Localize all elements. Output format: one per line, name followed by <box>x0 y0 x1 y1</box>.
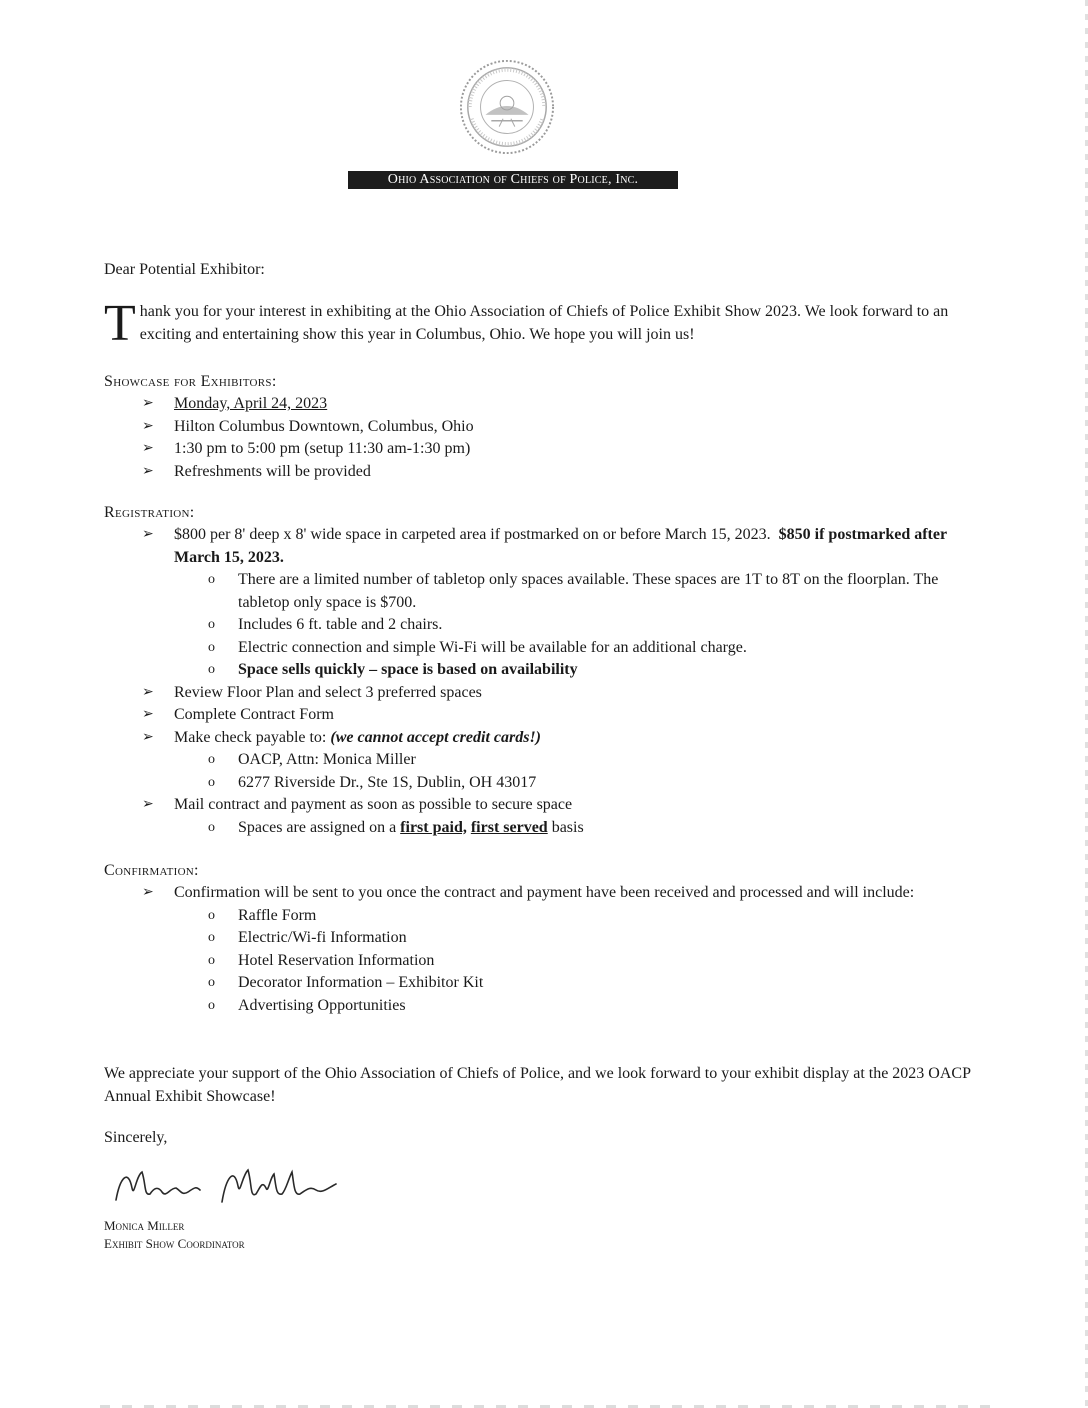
signer-title: Exhibit Show Coordinator <box>104 1236 245 1251</box>
list-item <box>104 659 990 682</box>
price-late: $850 if postmarked after March 15, 2023. <box>174 526 947 566</box>
showcase-list <box>104 393 990 483</box>
price-text: $800 per 8' deep x 8' wide space in carpeted area if postmarked on or before March 15, 2023. <box>174 526 771 543</box>
circle-bullet-icon: o <box>208 617 215 632</box>
arrow-bullet-icon: ➢ <box>142 684 154 700</box>
confirmation-heading: Confirmation: <box>104 862 199 879</box>
arrow-bullet-icon: ➢ <box>142 729 154 745</box>
list-item <box>104 637 990 660</box>
electric-wifi-info: Electric/Wi-fi Information <box>238 929 407 946</box>
arrow-bullet-icon: ➢ <box>142 441 154 456</box>
intro-paragraph <box>104 295 990 352</box>
closing-paragraph: We appreciate your support of the Ohio Association of Chiefs of Police, and we look forward to your exhibit display at the 2023 OACP Annual Exhibit Showcase! <box>104 1065 971 1105</box>
list-item <box>104 524 990 682</box>
arrow-bullet-icon: ➢ <box>142 527 154 542</box>
list-item <box>104 569 990 614</box>
sincerely: Sincerely, <box>104 1129 168 1146</box>
circle-bullet-icon: o <box>208 997 215 1013</box>
arrow-bullet-icon: ➢ <box>142 396 154 411</box>
arrow-bullet-icon: ➢ <box>142 707 154 722</box>
payee: OACP, Attn: Monica Miller <box>238 751 416 768</box>
arrow-bullet-icon: ➢ <box>142 463 154 479</box>
contract-form: Complete Contract Form <box>174 706 334 723</box>
decorator-info: Decorator Information – Exhibitor Kit <box>238 974 484 991</box>
list-item <box>104 794 990 839</box>
mail-contract: Mail contract and payment as soon as possible to secure space <box>174 796 573 813</box>
circle-bullet-icon: o <box>208 639 215 655</box>
list-item <box>104 614 990 637</box>
raffle-form: Raffle Form <box>238 906 317 924</box>
event-date: Monday, April 24, 2023 <box>174 395 328 412</box>
signer-name: Monica Miller <box>104 1218 185 1233</box>
arrow-bullet-icon: ➢ <box>142 418 154 434</box>
space-availability: Space sells quickly – space is based on availability <box>238 661 578 678</box>
handwritten-signature <box>110 1158 350 1216</box>
intro-text: hank you for your interest in exhibiting at the Ohio Association of Chiefs of Police Exhibit Show 2023. We look forward to an exciting and entertaining show this year in Columbus, Ohio. We hope you will join us! <box>139 303 949 343</box>
list-item <box>104 882 990 1017</box>
list-item <box>104 682 990 705</box>
list-item <box>104 461 990 484</box>
hotel-info: Hotel Reservation Information <box>238 951 435 969</box>
check-payable: Make check payable to: <box>174 728 327 746</box>
showcase-heading: Showcase for Exhibitors: <box>104 373 277 390</box>
advertising-info: Advertising Opportunities <box>238 996 406 1014</box>
circle-bullet-icon: o <box>208 975 215 990</box>
circle-bullet-icon: o <box>208 662 215 677</box>
list-item <box>104 704 990 727</box>
circle-bullet-icon: o <box>208 907 215 923</box>
circle-bullet-icon: o <box>208 930 215 945</box>
ohio-seal-icon <box>458 58 556 156</box>
tabletop-info: There are a limited number of tabletop only spaces available. These spaces are 1T to 8T on the floorplan. The tabletop only space is $700. <box>238 571 939 611</box>
list-item <box>104 905 990 928</box>
list-item <box>104 950 990 973</box>
confirmation-list <box>104 882 990 1017</box>
circle-bullet-icon: o <box>208 819 215 835</box>
circle-bullet-icon: o <box>208 952 215 968</box>
credit-card-note: (we cannot accept credit cards!) <box>330 728 541 746</box>
assignment-prefix: Spaces are assigned on a <box>238 818 397 836</box>
list-item <box>104 438 990 461</box>
event-venue: Hilton Columbus Downtown, Columbus, Ohio <box>174 417 474 435</box>
drop-cap: T <box>104 295 136 352</box>
list-item <box>104 972 990 995</box>
assignment-suffix: basis <box>551 818 584 836</box>
registration-list <box>104 524 990 839</box>
arrow-bullet-icon: ➢ <box>142 797 154 812</box>
organization-name: Ohio Association of Chiefs of Police, Inc. <box>348 171 678 189</box>
mailing-address: 6277 Riverside Dr., Ste 1S, Dublin, OH 43017 <box>238 773 537 791</box>
table-chairs: Includes 6 ft. table and 2 chairs. <box>238 616 443 633</box>
list-item <box>104 995 990 1018</box>
floor-plan: Review Floor Plan and select 3 preferred spaces <box>174 683 482 701</box>
arrow-bullet-icon: ➢ <box>142 885 154 900</box>
list-item <box>104 416 990 439</box>
registration-heading: Registration: <box>104 504 195 521</box>
list-item <box>104 727 990 795</box>
list-item <box>104 749 990 772</box>
list-item <box>104 817 990 840</box>
first-served: first served <box>470 818 548 836</box>
list-item <box>104 772 990 795</box>
event-refreshments: Refreshments will be provided <box>174 462 371 480</box>
circle-bullet-icon: o <box>208 752 215 767</box>
circle-bullet-icon: o <box>208 572 215 587</box>
salutation: Dear Potential Exhibitor: <box>104 261 265 278</box>
circle-bullet-icon: o <box>208 774 215 790</box>
list-item <box>104 393 990 416</box>
electric-wifi: Electric connection and simple Wi-Fi will be available for an additional charge. <box>238 638 747 656</box>
list-item <box>104 927 990 950</box>
first-paid: first paid, <box>400 818 467 836</box>
event-time: 1:30 pm to 5:00 pm (setup 11:30 am-1:30 pm) <box>174 440 471 457</box>
confirmation-text: Confirmation will be sent to you once the contract and payment have been received and processed and will include: <box>174 884 915 901</box>
